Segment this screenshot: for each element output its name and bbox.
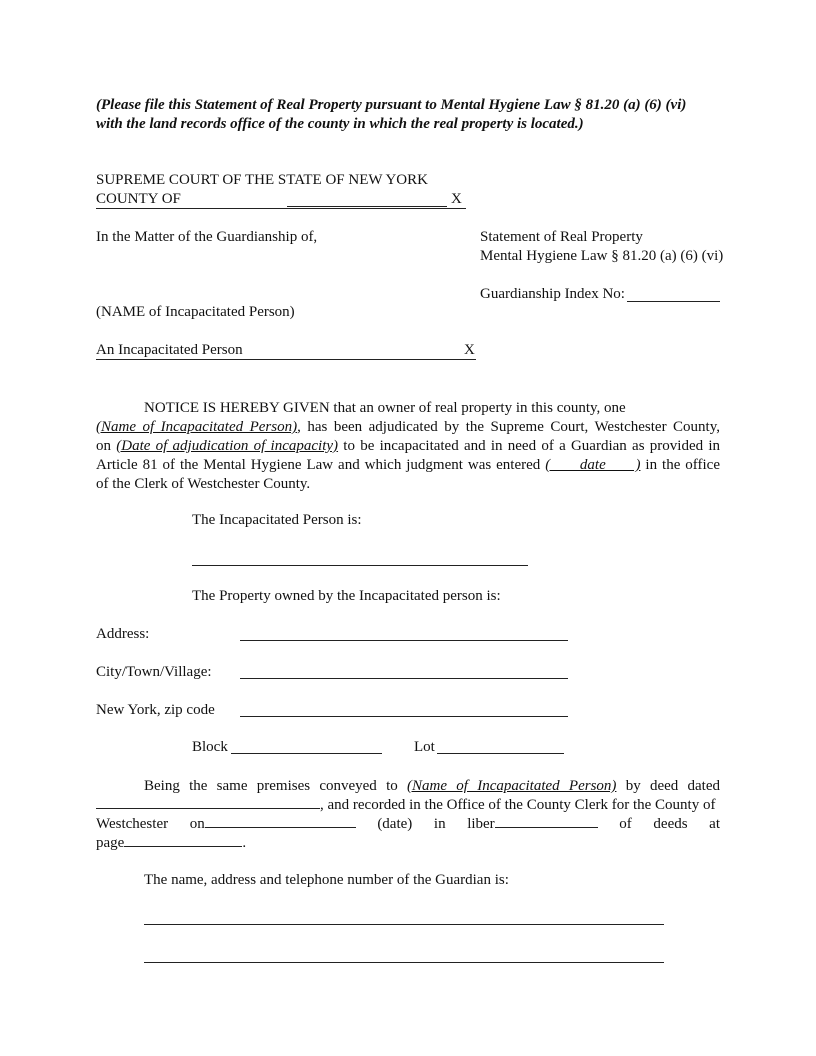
lot-label: Lot	[414, 739, 435, 755]
caption-x-mark-bottom: X	[464, 342, 475, 358]
city-label: City/Town/Village:	[96, 664, 212, 680]
index-number-field[interactable]	[627, 301, 720, 302]
guardian-field-line-1[interactable]	[144, 924, 664, 925]
address-label: Address:	[96, 626, 150, 642]
notice-paragraph	[96, 399, 720, 494]
liber-field[interactable]	[495, 815, 598, 828]
address-field[interactable]	[240, 640, 568, 641]
court-name: SUPREME COURT OF THE STATE OF NEW YORK	[96, 172, 428, 188]
index-number-label: Guardianship Index No:	[480, 286, 625, 302]
lot-field[interactable]	[437, 753, 564, 754]
premises-incapacitated-name[interactable]: (Name of Incapacitated Person)	[407, 778, 617, 794]
page-field[interactable]	[124, 834, 242, 847]
filing-instruction-line-1: (Please file this Statement of Real Property pursuant to Mental Hygiene Law § 81.20 (a) (6) (vi)	[96, 97, 687, 113]
notice-line-1: NOTICE IS HEREBY GIVEN that an owner of real property in this county, one	[144, 400, 626, 416]
adjudication-date-field[interactable]: (Date of adjudication of incapacity)	[116, 438, 339, 454]
county-field-line[interactable]	[287, 206, 447, 207]
guardian-heading: The name, address and telephone number of the Guardian is:	[144, 872, 509, 888]
deed-date-field[interactable]	[96, 796, 320, 809]
statute-reference: Mental Hygiene Law § 81.20 (a) (6) (vi)	[480, 248, 724, 264]
county-underline	[96, 208, 466, 209]
zip-field[interactable]	[240, 716, 568, 717]
city-field[interactable]	[240, 678, 568, 679]
premises-line-4: page .	[96, 835, 247, 851]
incapacitated-name-placeholder[interactable]: (NAME of Incapacitated Person)	[96, 304, 295, 320]
premises-line-1: Being the same premises conveyed to (Name of Incapacitated Person) by deed dated	[144, 778, 721, 794]
incapacitated-person-heading: The Incapacitated Person is:	[192, 512, 362, 528]
block-field[interactable]	[231, 753, 382, 754]
county-label: COUNTY OF	[96, 191, 181, 207]
notice-line-3: on (Date of adjudication of incapacity) to be incapacitated and in need of a Guardian as provided in	[96, 438, 721, 454]
caption-x-mark-top: X	[451, 191, 462, 207]
notice-line-4: Article 81 of the Mental Hygiene Law and which judgment was entered ( date ) in the office	[96, 457, 720, 473]
incapacitated-person-name-field[interactable]	[192, 565, 528, 566]
incapacitated-person-label: An Incapacitated Person	[96, 342, 243, 358]
zip-label: New York, zip code	[96, 702, 215, 718]
matter-label: In the Matter of the Guardianship of,	[96, 229, 318, 245]
filing-instruction-line-2: with the land records office of the county in which the real property is located.)	[96, 116, 584, 132]
premises-line-2: , and recorded in the Office of the County Clerk for the County of	[96, 796, 720, 815]
notice-line-5: of the Clerk of Westchester County.	[96, 476, 311, 492]
caption-bottom-line	[96, 359, 476, 360]
block-label: Block	[192, 739, 228, 755]
notice-line-2: (Name of Incapacitated Person), has been adjudicated by the Supreme Court, Westchester County,	[96, 419, 721, 435]
premises-line-3: Westchester on (date) in liber of deeds at	[96, 816, 720, 832]
judgment-date-field[interactable]: ( date )	[545, 457, 641, 473]
statement-title: Statement of Real Property	[480, 229, 643, 245]
recorded-date-field[interactable]	[205, 815, 356, 828]
premises-paragraph	[96, 777, 720, 853]
notice-incapacitated-name[interactable]: (Name of Incapacitated Person)	[96, 419, 298, 435]
guardian-field-line-2[interactable]	[144, 962, 664, 963]
property-heading: The Property owned by the Incapacitated person is:	[192, 588, 501, 604]
